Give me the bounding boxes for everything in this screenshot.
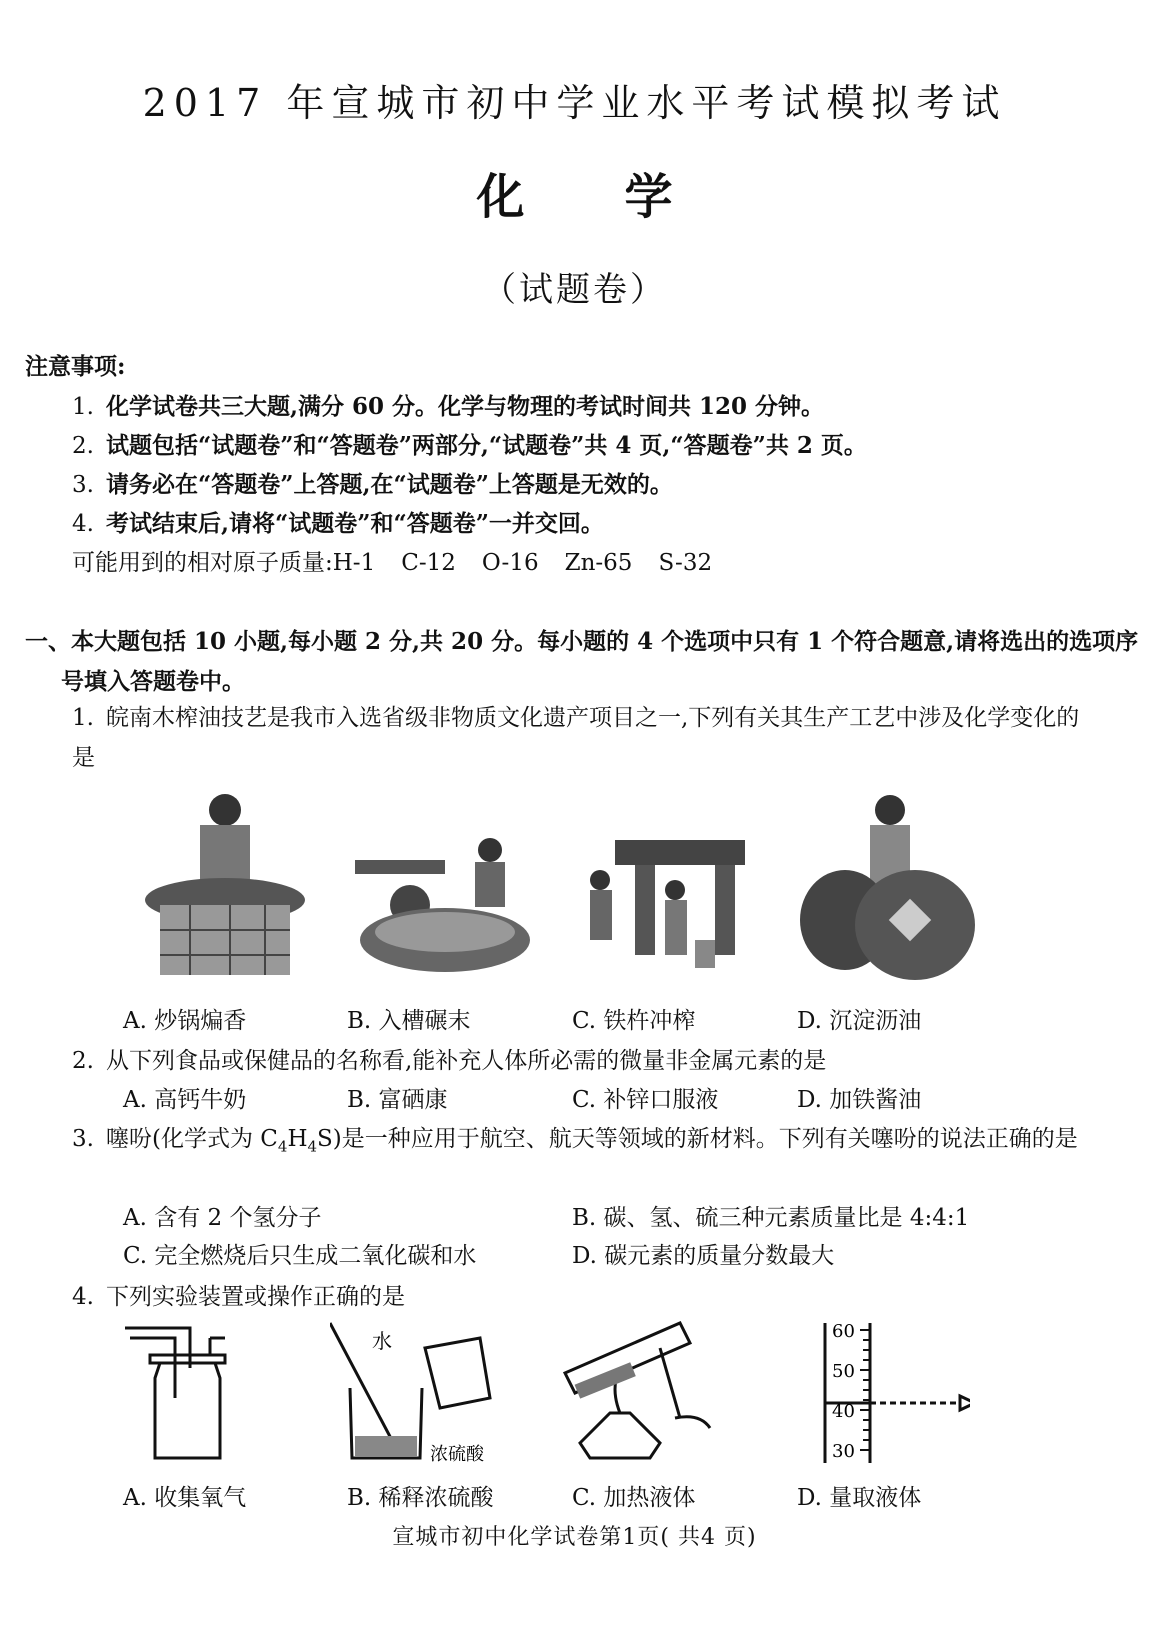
q2-option-d[interactable]: D. 加铁酱油 [797,1087,922,1113]
atomic-masses: 可能用到的相对原子质量:H-1 C-12 O-16 Zn-65 S-32 [72,550,713,576]
question-2: 2. 从下列食品或保健品的名称看,能补充人体所必需的微量非金属元素的是 [72,1048,827,1074]
heating-liquid-figure [560,1318,730,1468]
question-3: 3. 噻吩(化学式为 $C_4H_4S$)是一种应用于航空、航天等领域的新材料。下列有关噻吩的说法正确的是 [72,1126,1078,1156]
graduated-cylinder-figure [800,1318,970,1468]
dilute-acid-figure [330,1318,500,1468]
q4-option-a[interactable]: A. 收集氧气 [123,1485,247,1511]
gas-collection-bottle-figure [115,1318,285,1468]
q1-option-d[interactable]: D. 沉淀沥油 [797,1008,922,1034]
notice-item: 4. 考试结束后,请将“试题卷”和“答题卷”一并交回。 [72,510,604,537]
q1-option-a[interactable]: A. 炒锅煸香 [123,1008,247,1034]
grinding-illustration [350,780,540,990]
settling-oil-illustration [795,780,985,990]
page-footer: 宣城市初中化学试卷第1页( 共4 页) [392,1525,757,1550]
paper-type: （试题卷） [482,270,667,310]
question-4: 4. 下列实验装置或操作正确的是 [72,1284,405,1310]
q1-option-b[interactable]: B. 入槽碾末 [347,1008,471,1034]
q4-option-d[interactable]: D. 量取液体 [797,1485,922,1511]
tick-50: 50 [832,1361,855,1382]
q3-option-a[interactable]: A. 含有 2 个氢分子 [123,1205,322,1231]
notice-heading: 注意事项: [25,353,126,380]
q3-option-b[interactable]: B. 碳、氢、硫三种元素质量比是 4:4:1 [572,1205,970,1231]
section-heading: 一、本大题包括 10 小题,每小题 2 分,共 20 分。每小题的 4 个选项中只有 1 个符合题意,请将选出的选项序号填入答题卷中。 [25,628,1139,695]
exam-title: 2017 年宣城市初中学业水平考试模拟考试 [142,81,1007,125]
notice-item: 3. 请务必在“答题卷”上答题,在“试题卷”上答题是无效的。 [72,471,673,498]
acid-label: 浓硫酸 [430,1444,484,1465]
q2-option-b[interactable]: B. 富硒康 [347,1087,448,1113]
notice-item: 2. 试题包括“试题卷”和“答题卷”两部分,“试题卷”共 4 页,“答题卷”共 2 页。 [72,432,867,459]
q4-figures [115,1318,995,1468]
q4-option-b[interactable]: B. 稀释浓硫酸 [347,1485,494,1511]
tick-30: 30 [832,1441,855,1462]
q2-option-c[interactable]: C. 补锌口服液 [572,1087,719,1113]
q3-option-c[interactable]: C. 完全燃烧后只生成二氧化碳和水 [123,1243,477,1269]
q1-figures [130,780,990,990]
question-1: 1. 皖南木榨油技艺是我市入选省级非物质文化遗产项目之一,下列有关其生产工艺中涉及化学变化的是 [72,705,1080,771]
notice-item: 1. 化学试卷共三大题,满分 60 分。化学与物理的考试时间共 120 分钟。 [72,393,825,420]
q2-option-a[interactable]: A. 高钙牛奶 [123,1087,247,1113]
pressing-illustration [575,780,765,990]
q1-option-c[interactable]: C. 铁杵冲榨 [572,1008,696,1034]
tick-60: 60 [832,1321,855,1342]
water-label: 水 [372,1329,392,1353]
tick-40: 40 [832,1401,855,1422]
q4-option-c[interactable]: C. 加热液体 [572,1485,696,1511]
q3-option-d[interactable]: D. 碳元素的质量分数最大 [572,1243,835,1269]
stir-fry-illustration [130,780,320,990]
subject-title: 化学 [476,169,773,225]
